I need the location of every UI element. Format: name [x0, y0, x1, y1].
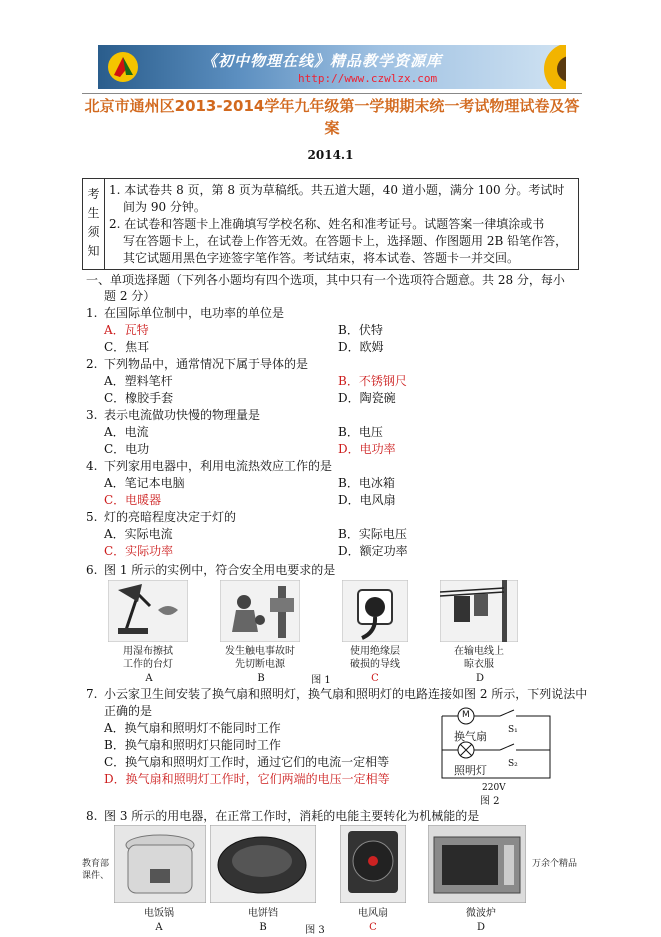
- notice-item-2-line-2: 写在答题卡上，在试卷上作答无效。在答题卡上，选择题、作图题用 2B 铅笔作答，: [123, 234, 568, 248]
- q6-caption-a: [108, 645, 188, 671]
- circuit-voltage: 220V: [480, 780, 508, 796]
- exam-date: 2014.1: [307, 148, 354, 162]
- site-logo-icon: [106, 51, 140, 83]
- q3-option-c: C．电功: [104, 442, 150, 456]
- q4-option-b: B．电冰箱: [338, 476, 395, 490]
- q2-option-c: C．橡胶手套: [104, 391, 174, 405]
- circuit-figure-label: 图 2: [480, 796, 500, 807]
- q6-number: 6.: [86, 563, 98, 577]
- q6-figure-label: 图 1: [311, 675, 331, 686]
- q1-stem: 在国际单位制中，电功率的单位是: [104, 306, 285, 320]
- circuit-motor-symbol: M: [462, 710, 470, 720]
- q6-caption-c-line-2: 破损的导线: [350, 659, 400, 670]
- q8-overlay-text-1: 教育部: [82, 859, 110, 869]
- q6-letter-a: A: [145, 673, 153, 684]
- q7-option-d: D．换气扇和照明灯工作时，它们两端的电压一定相等: [104, 772, 390, 786]
- q2-option-d: D．陶瓷碗: [338, 391, 396, 405]
- banner-url[interactable]: http://www.czwlzx.com: [298, 72, 438, 85]
- header-divider: [82, 93, 582, 94]
- q6-caption-d-line-2: 晾衣服: [464, 659, 494, 670]
- q8-caption-d: 微波炉: [466, 908, 496, 919]
- q7-option-b: B．换气扇和照明灯只能同时工作: [104, 738, 281, 752]
- q4-stem: 下列家用电器中，利用电流热效应工作的是: [104, 459, 333, 473]
- q6-caption-d: [440, 645, 518, 671]
- q7-number: 7.: [86, 687, 98, 701]
- circuit-switch-s2: S₂: [508, 759, 518, 769]
- q8-caption-a: 电饭锅: [144, 908, 174, 919]
- q4-option-a: A．笔记本电脑: [104, 476, 185, 490]
- notice-label-char: 知: [87, 244, 100, 258]
- q5-option-b: B．实际电压: [338, 527, 407, 541]
- q8-figure-a-rice-cooker: [114, 825, 206, 903]
- q7-option-c: C．换气扇和照明灯工作时，通过它们的电流一定相等: [104, 755, 390, 769]
- notice-item-2-line-3: 其它试题用黑色字迹签字笔作答。考试结束，将本试卷、答题卡一并交回。: [123, 251, 520, 265]
- q4-option-d: D．电风扇: [338, 493, 396, 507]
- q8-figure-label: 图 3: [305, 925, 325, 936]
- q1-option-c: C．焦耳: [104, 340, 150, 354]
- q8-number: 8.: [86, 809, 98, 823]
- q6-caption-c-line-1: 使用绝缘层: [350, 646, 400, 657]
- q6-letter-d: D: [475, 673, 485, 684]
- q4-number: 4.: [86, 459, 98, 473]
- notice-item-1-line-1: 1. 本试卷共 8 页，第 8 页为草稿纸。共五道大题，40 道小题，满分 100 分。考试时: [109, 183, 565, 197]
- q6-caption-b-line-2: 先切断电源: [235, 659, 285, 670]
- q6-letter-b: B: [257, 673, 265, 684]
- header-banner: [98, 45, 566, 89]
- q5-option-c: C．实际功率: [104, 544, 174, 558]
- q2-option-a: A．塑料笔杆: [104, 374, 173, 388]
- q1-option-d: D．欧姆: [338, 340, 384, 354]
- q6-figure-d-power-line-clothes: [440, 580, 518, 642]
- q8-letter-a: A: [155, 922, 163, 933]
- q6-figure-b-electric-shock: [220, 580, 300, 642]
- q8-figure-c-electric-fan: [340, 825, 406, 903]
- q2-number: 2.: [86, 357, 98, 371]
- q7-stem-line-1: 小云家卫生间安装了换气扇和照明灯，换气扇和照明灯的电路连接如图 2 所示，下列说法中: [104, 687, 588, 701]
- section-1-line-1: 一、单项选择题（下列各小题均有四个选项，其中只有一个选项符合题意。共 28 分，每小: [86, 273, 565, 287]
- q8-figure-d-microwave: [428, 825, 526, 903]
- q8-overlay-text-3: 万余个精品: [532, 859, 578, 869]
- notice-label: [83, 179, 105, 269]
- q7-option-a: A．换气扇和照明灯不能同时工作: [104, 721, 281, 735]
- title-line-1: 北京市通州区2013-2014学年九年级第一学期期末统一考试物理试卷及答: [84, 97, 580, 115]
- q3-stem: 表示电流做功快慢的物理量是: [104, 408, 261, 422]
- notice-text: [109, 182, 577, 267]
- q2-stem: 下列物品中，通常情况下属于导体的是: [104, 357, 309, 371]
- q8-caption-b: 电饼铛: [248, 908, 278, 919]
- section-1-line-2: 题 2 分）: [104, 289, 156, 303]
- exam-notice-box: [82, 178, 579, 270]
- q6-caption-d-line-1: 在输电线上: [454, 646, 504, 657]
- banner-title: 《初中物理在线》精品教学资源库: [202, 52, 443, 70]
- q3-option-b: B．电压: [338, 425, 383, 439]
- q8-stem: 图 3 所示的用电器，在正常工作时，消耗的电能主要转化为机械能的是: [104, 809, 480, 823]
- q6-caption-a-line-1: 用湿布擦拭: [123, 646, 173, 657]
- q8-overlay-text-2: 课件、: [82, 871, 110, 881]
- q8-caption-c: 电风扇: [358, 908, 388, 919]
- q3-number: 3.: [86, 408, 98, 422]
- q5-option-d: D．额定功率: [338, 544, 408, 558]
- q1-number: 1.: [86, 306, 98, 320]
- q1-option-b: B．伏特: [338, 323, 383, 337]
- q8-figure-b-electric-pan: [210, 825, 316, 903]
- q8-letter-c: C: [369, 922, 377, 933]
- notice-item-2-line-1: 2. 在试卷和答题卡上准确填写学校名称、姓名和准考证号。试题答案一律填涂或书: [109, 217, 545, 231]
- q6-caption-b-line-1: 发生触电事故时: [225, 646, 295, 657]
- q2-option-b: B．不锈钢尺: [338, 374, 407, 388]
- q8-letter-d: D: [476, 922, 486, 933]
- q4-option-c: C．电暖器: [104, 493, 162, 507]
- circuit-lamp-label: 照明灯: [454, 764, 487, 777]
- q7-stem-line-2: 正确的是: [104, 704, 153, 718]
- document-title: [82, 95, 582, 139]
- q3-option-d: D．电功率: [338, 442, 396, 456]
- q5-stem: 灯的亮暗程度决定于灯的: [104, 510, 237, 524]
- q6-letter-c: C: [371, 673, 379, 684]
- q6-stem: 图 1 所示的实例中，符合安全用电要求的是: [104, 563, 336, 577]
- circuit-fan-label: 换气扇: [454, 730, 487, 743]
- notice-label-char: 考: [87, 187, 100, 201]
- q5-number: 5.: [86, 510, 98, 524]
- notice-label-char: 生: [87, 206, 100, 220]
- q3-option-a: A．电流: [104, 425, 149, 439]
- sunflower-icon: [540, 45, 566, 89]
- circuit-switch-s1: S₁: [508, 725, 518, 735]
- q1-option-a: A．瓦特: [104, 323, 149, 337]
- q6-caption-c: [338, 645, 412, 671]
- title-line-2: 案: [324, 119, 340, 137]
- notice-label-char: 须: [87, 225, 100, 239]
- q6-figure-c-damaged-wire: [342, 580, 408, 642]
- q8-letter-b: B: [259, 922, 267, 933]
- q6-caption-b: [218, 645, 302, 671]
- q6-figure-a-lamp: [108, 580, 188, 642]
- notice-item-1-line-2: 间为 90 分钟。: [123, 200, 206, 214]
- q6-caption-a-line-2: 工作的台灯: [123, 659, 173, 670]
- q5-option-a: A．实际电流: [104, 527, 173, 541]
